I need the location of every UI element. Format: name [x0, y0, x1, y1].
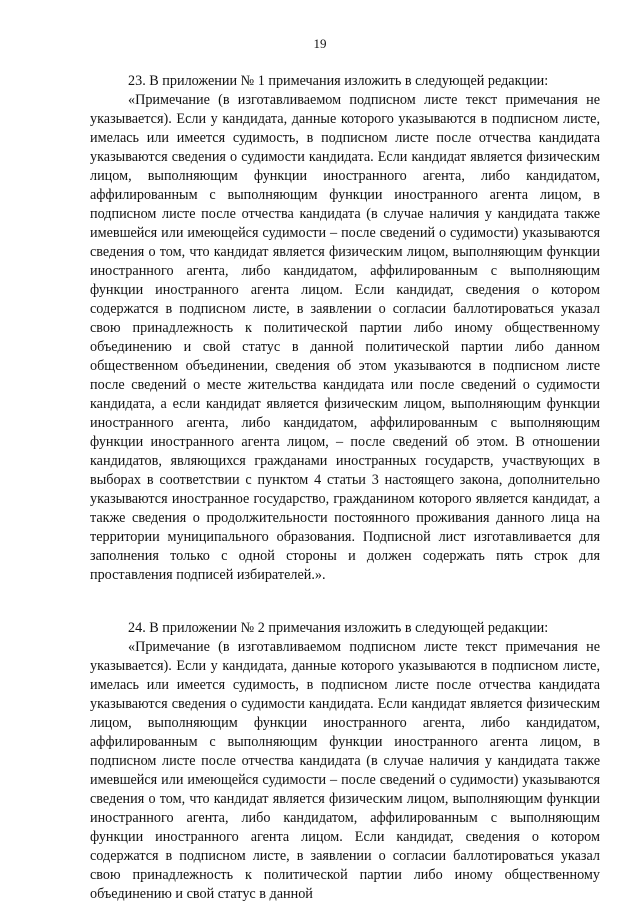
section-23-heading: 23. В приложении № 1 примечания изложить в следующей редакции: [128, 73, 549, 89]
document-body [90, 72, 600, 904]
section-24-paragraph: «Примечание (в изготавливаемом подписном листе текст примечания не указывается). Если у кандидата, данные которого указываются в подписном листе, имелась или имеется судимость, в подписном листе после отчества кандидата указываются сведения о судимости кандидата. Если кандидат является физическим лицом, выполняющим функции иностранного агента, либо кандидатом, аффилированным с выполняющим функции иностранного агента лицом, в подписном листе после отчества кандидата (в случае наличия у кандидата также имевшейся или имеющейся судимости – после сведений о судимости) указываются сведения о том, что кандидат является физическим лицом, выполняющим функции иностранного агента, либо кандидатом, аффилированным с выполняющим функции иностранного агента лицом. Если кандидат, сведения о котором содержатся в подписном листе, в заявлении о согласии баллотироваться указал свою принадлежность к политической партии либо иному общественному объединению и свой статус в данной [90, 639, 600, 902]
section-spacer [90, 585, 600, 619]
section-24-heading: 24. В приложении № 2 примечания изложить в следующей редакции: [128, 620, 549, 636]
section-23-paragraph: «Примечание (в изготавливаемом подписном листе текст примечания не указывается). Если у кандидата, данные которого указываются в подписном листе, имелась или имеется судимость, в подписном листе после отчества кандидата указываются сведения о судимости кандидата. Если кандидат является физическим лицом, выполняющим функции иностранного агента, либо кандидатом, аффилированным с выполняющим функции иностранного агента лицом, в подписном листе после отчества кандидата (в случае наличия у кандидата также имевшейся или имеющейся судимости – после сведений о судимости) указываются сведения о том, что кандидат является физическим лицом, выполняющим функции иностранного агента, либо кандидатом, аффилированным с выполняющим функции иностранного агента лицом. Если кандидат, сведения о котором содержатся в подписном листе, в заявлении о согласии баллотироваться указал свою принадлежность к политической партии либо иному общественному объединению и свой статус в данной политической партии либо данном общественном объединении, сведения об этом указываются в подписном листе после сведений о месте жительства кандидата или после сведений о судимости кандидата, а если кандидат является физическим лицом, выполняющим функции иностранного агента, либо кандидатом, аффилированным с выполняющим функции иностранного агента лицом, – после сведений об этом. В отношении кандидатов, являющихся гражданами иностранных государств, участвующих в выборах в соответствии с пунктом 4 статьи 3 настоящего закона, дополнительно указываются иностранное государство, гражданином которого является кандидат, а также сведения о продолжительности постоянного проживания данного лица на территории муниципального образования. Подписной лист изготавливается для заполнения только с одной стороны и должен содержать пять строк для проставления подписей избирателей.». [90, 92, 600, 583]
page-number: 19 [313, 36, 327, 51]
